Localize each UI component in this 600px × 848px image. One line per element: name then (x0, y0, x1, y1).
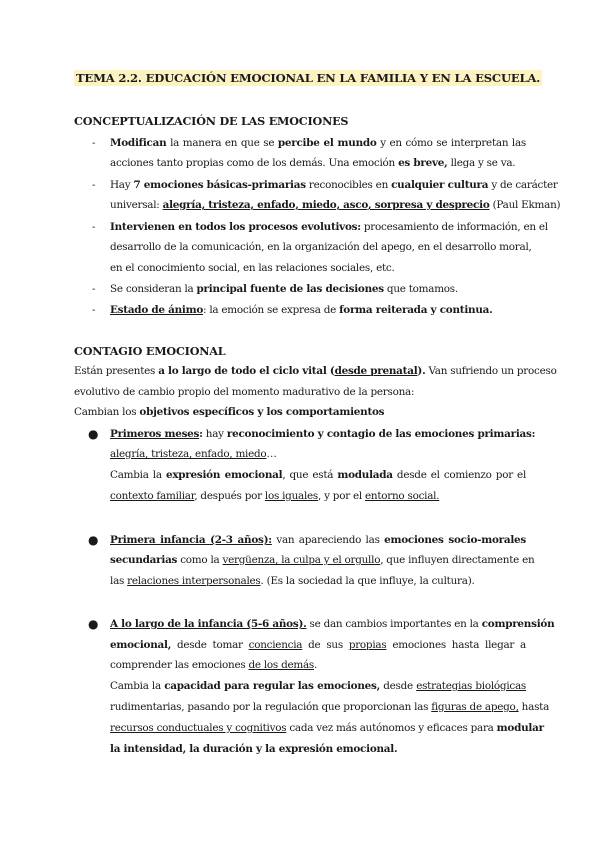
paragraph-line: acciones tanto propias como de los demás. Una emoción es breve, llega y se va. (110, 157, 516, 169)
paragraph-line: Modifican la manera en que se percibe el mundo y en cómo se interpretan las (110, 137, 527, 149)
bullet-icon: ● (88, 427, 99, 441)
paragraph-line: evolutivo de cambio propio del momento madurativo de la persona: (74, 386, 415, 398)
paragraph-line: recursos conductuales y cognitivos cada vez más autónomos y eficaces para modular (110, 722, 544, 734)
paragraph-line: Están presentes a lo largo de todo el ciclo vital (desde prenatal). Van sufriendo un proceso (74, 365, 557, 377)
list-dash: - (92, 221, 96, 233)
paragraph-line: Intervienen en todos los procesos evolutivos: procesamiento de información, en el (110, 221, 548, 233)
list-dash: - (92, 137, 96, 149)
paragraph-line: Hay 7 emociones básicas-primarias reconocibles en cualquier cultura y de carácter (110, 179, 558, 191)
paragraph-line: comprender las emociones de los demás. (110, 659, 318, 671)
paragraph-line: en el conocimiento social, en las relaciones sociales, etc. (110, 262, 395, 274)
paragraph-line: secundarias como la vergüenza, la culpa y el orgullo, que influyen directamente en (110, 554, 535, 566)
paragraph-line: Cambia la capacidad para regular las emociones, desde estrategias biológicas (110, 680, 526, 692)
paragraph-line: Estado de ánimo: la emoción se expresa de forma reiterada y continua. (110, 304, 493, 316)
paragraph-line: Primera infancia (2-3 años): van apareciendo las emociones socio-morales (110, 534, 526, 546)
section-heading-conceptualizacion: CONCEPTUALIZACIÓN DE LAS EMOCIONES (74, 114, 349, 128)
list-dash: - (92, 179, 96, 191)
list-dash: - (92, 304, 96, 316)
paragraph-line: la intensidad, la duración y la expresión emocional. (110, 743, 398, 755)
paragraph-line: alegría, tristeza, enfado, miedo… (110, 448, 277, 460)
section-heading-contagio: CONTAGIO EMOCIONAL (74, 344, 226, 358)
bullet-icon: ● (88, 617, 99, 631)
paragraph-line: contexto familiar, después por los iguales, y por el entorno social. (110, 490, 440, 502)
bullet-icon: ● (88, 533, 99, 547)
paragraph-line: Se consideran la principal fuente de las decisiones que tomamos. (110, 283, 458, 295)
paragraph-line: universal: alegría, tristeza, enfado, miedo, asco, sorpresa y desprecio (Paul Ekman) (110, 199, 561, 211)
paragraph-line: Cambian los objetivos específicos y los comportamientos (74, 406, 385, 418)
paragraph-line: las relaciones interpersonales. (Es la sociedad la que influye, la cultura). (110, 575, 475, 587)
paragraph-line: emocional, desde tomar conciencia de sus propias emociones hasta llegar a (110, 639, 526, 651)
paragraph-line: Primeros meses: hay reconocimiento y contagio de las emociones primarias: (110, 428, 536, 440)
paragraph-line: A lo largo de la infancia (5-6 años). se dan cambios importantes en la comprensión (110, 618, 555, 630)
paragraph-line: desarrollo de la comunicación, en la organización del apego, en el desarrollo moral, (110, 241, 532, 253)
paragraph-line: Cambia la expresión emocional, que está modulada desde el comienzo por el (110, 469, 527, 481)
document-title: TEMA 2.2. EDUCACIÓN EMOCIONAL EN LA FAMILIA Y EN LA ESCUELA. (76, 71, 541, 85)
list-dash: - (92, 283, 96, 295)
paragraph-line: rudimentarias, pasando por la regulación que proporcionan las figuras de apego, hasta (110, 701, 550, 713)
